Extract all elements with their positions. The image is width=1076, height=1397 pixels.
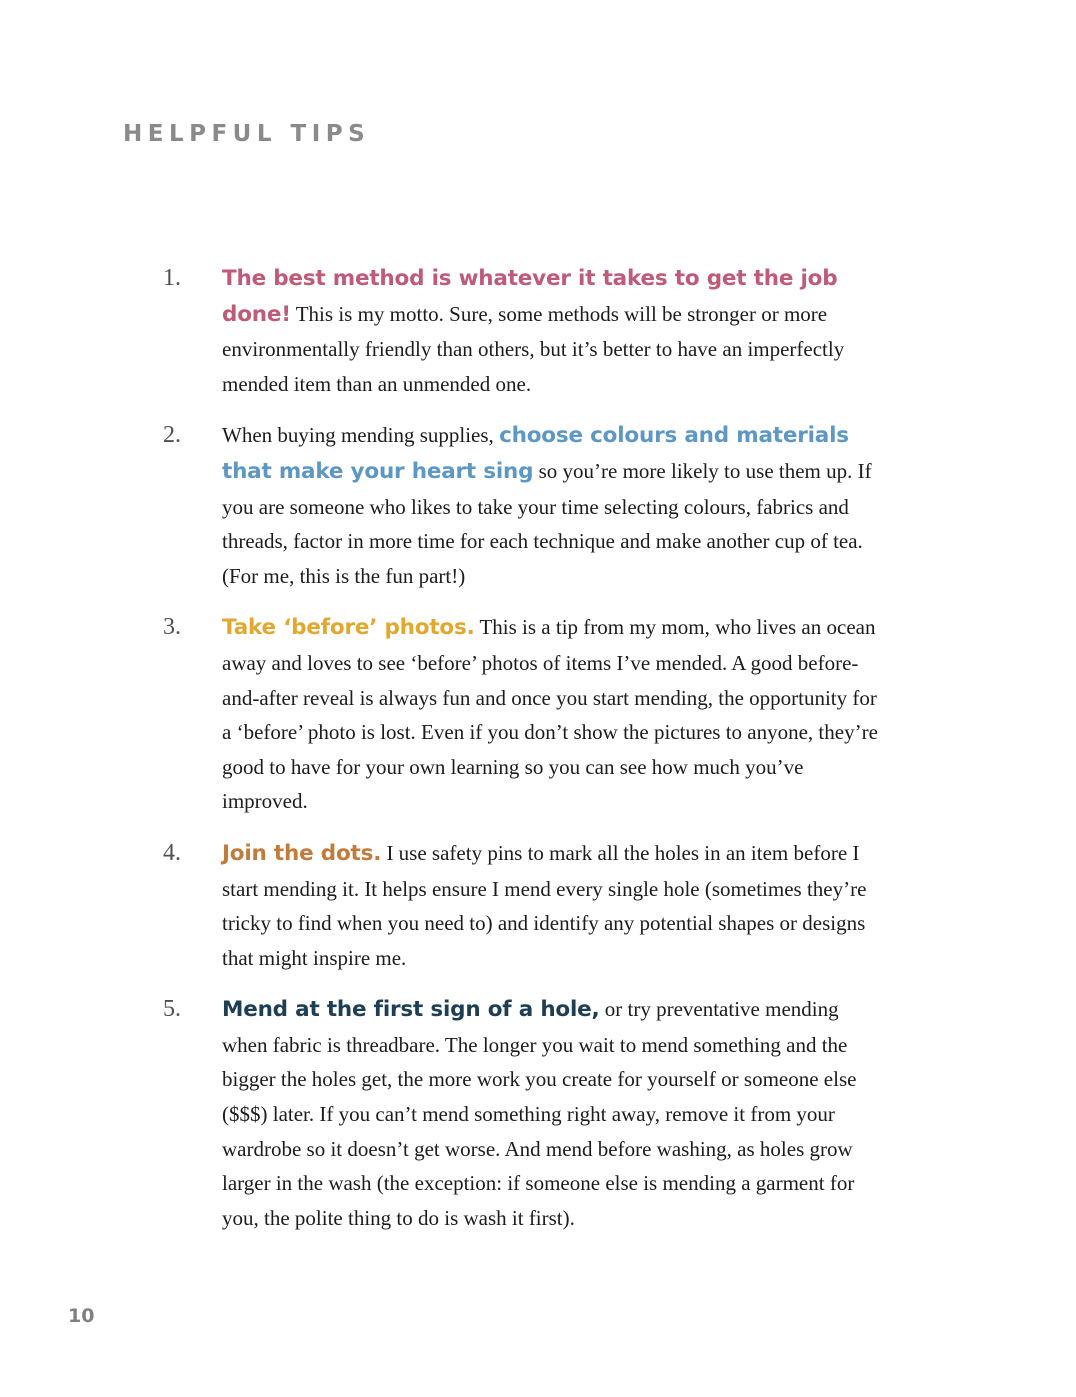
tip-number: 2. xyxy=(163,422,181,449)
tip-number: 3. xyxy=(163,614,181,641)
tip-body-text: so you’re more likely to use them up. If you are someone who likes to take your time selecting colours, fabrics and threads, factor in more time for each technique and make another cup of tea. (For me, this is the fun part!) xyxy=(222,458,872,588)
tip-number: 5. xyxy=(163,996,181,1023)
tip-body-text: When buying mending supplies, xyxy=(222,423,500,448)
tip-body-text: or try preventative mending when fabric is threadbare. The longer you wait to mend something and the bigger the holes get, the more work you create for yourself or someone else ($$$) later. If you can’t mend something right away, remove it from your wardrobe so it doesn’t get worse. And mend before washing, as holes grow larger in the wash (the exception: if someone else is mending a garment for you, the polite thing to do is wash it first). xyxy=(222,997,857,1230)
tip-lead-text: choose colours and materials that make your heart sing xyxy=(222,423,849,484)
tip-body-text: I use safety pins to mark all the holes in an item before I start mending it. It helps ensure I mend every single hole (sometimes they’re tricky to find when you need to) and identify any potential shapes or designs that might inspire me. xyxy=(222,840,867,970)
tip-lead-text: Join the dots. xyxy=(222,840,382,866)
tip-text xyxy=(222,261,880,401)
tip-item xyxy=(163,418,883,593)
tip-body-text: This is my motto. Sure, some methods will be stronger or more environmentally friendly than others, but it’s better to have an imperfectly mended item than an unmended one. xyxy=(222,301,845,396)
page-number: 10 xyxy=(68,1305,95,1327)
tips-list xyxy=(163,261,883,1252)
tip-item xyxy=(163,610,883,819)
tip-lead-text: Take ‘before’ photos. xyxy=(222,615,475,641)
tip-text xyxy=(222,610,880,819)
tip-item xyxy=(163,261,883,401)
tip-number: 4. xyxy=(163,839,181,866)
tip-number: 1. xyxy=(163,265,181,291)
tip-item xyxy=(163,836,883,975)
tip-text xyxy=(222,418,880,593)
page-title: HELPFUL TIPS xyxy=(123,121,371,147)
tip-lead-text: The best method is whatever it takes to get the job done! xyxy=(222,266,838,327)
tip-lead-text: Mend at the first sign of a hole, xyxy=(222,997,600,1023)
tip-text xyxy=(222,992,880,1235)
tip-text xyxy=(222,836,880,975)
tip-body-text: This is a tip from my mom, who lives an ocean away and loves to see ‘before’ photos of items I’ve mended. A good before-and-after reveal is always fun and once you start mending, the opportunity for a ‘before’ photo is lost. Even if you don’t show the pictures to anyone, they’re good to have for your own learning so you can see how much you’ve improved. xyxy=(222,615,878,814)
tip-item xyxy=(163,992,883,1235)
